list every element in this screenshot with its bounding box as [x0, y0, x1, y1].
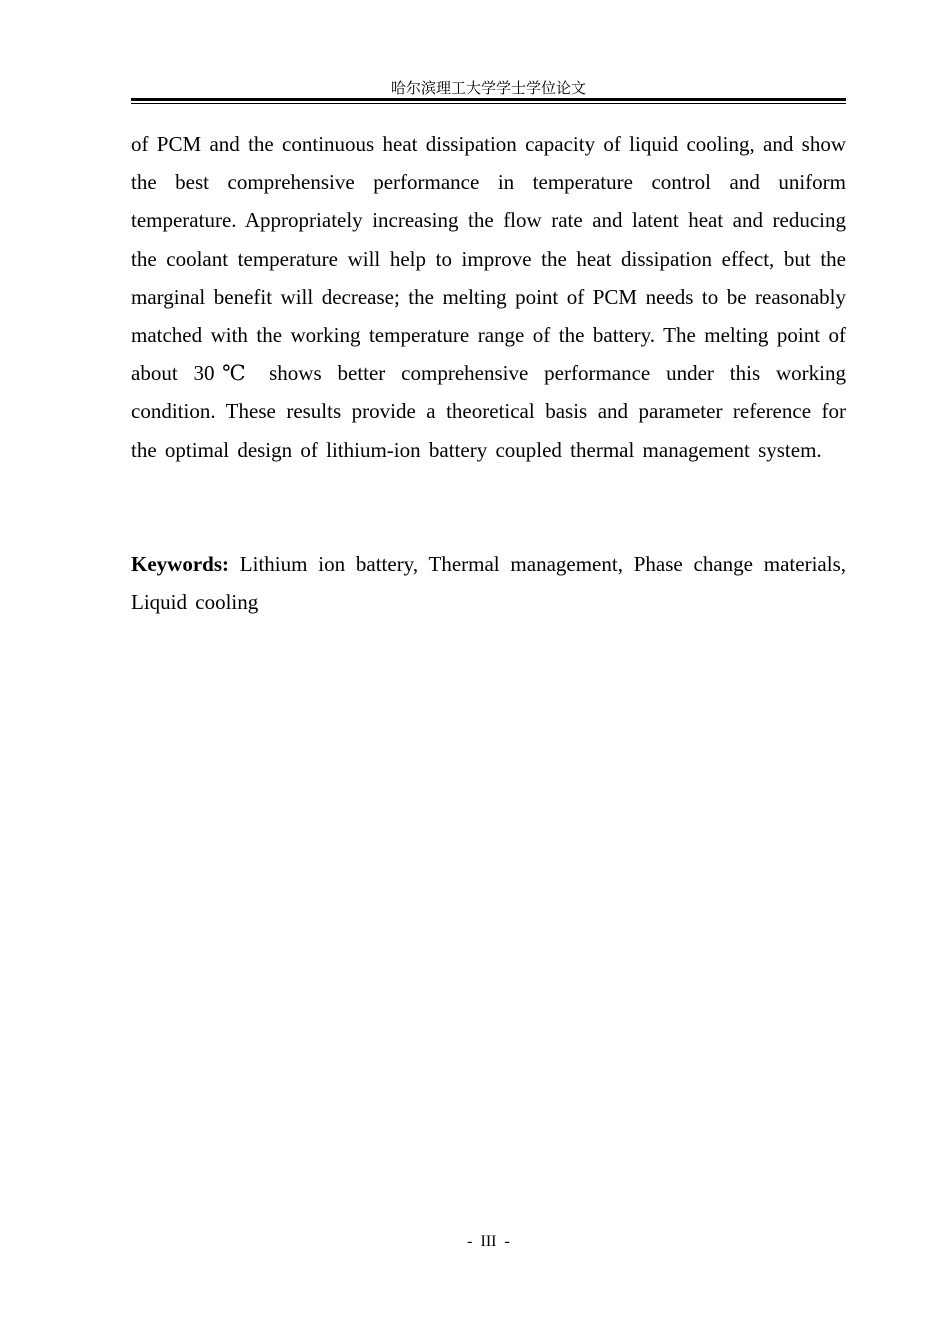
page-number: - III -: [467, 1233, 510, 1250]
keywords-label: Keywords:: [131, 552, 229, 576]
header-rule-thin: [131, 103, 846, 104]
header-rule-thick: [131, 98, 846, 101]
running-header: 哈尔滨理工大学学士学位论文: [390, 79, 586, 97]
keywords-line: [131, 545, 846, 621]
keywords-value: Lithium ion battery, Thermal management, Phase change materials, Liquid cooling: [131, 552, 846, 615]
abstract-paragraph: of PCM and the continuous heat dissipation capacity of liquid cooling, and show the best comprehensive performance in temperature control and uniform temperature. Appropriately increasing the flow rate and latent heat and reducing the coolant temperature will help to improve the heat dissipation effect, but the marginal benefit will decrease; the melting point of PCM needs to be reasonably matched with the working temperature range of the battery. The melting point of about 30℃ shows better comprehensive performance under this working condition. These results provide a theoretical basis and parameter reference for the optimal design of lithium-ion battery coupled thermal management system.: [131, 132, 846, 462]
